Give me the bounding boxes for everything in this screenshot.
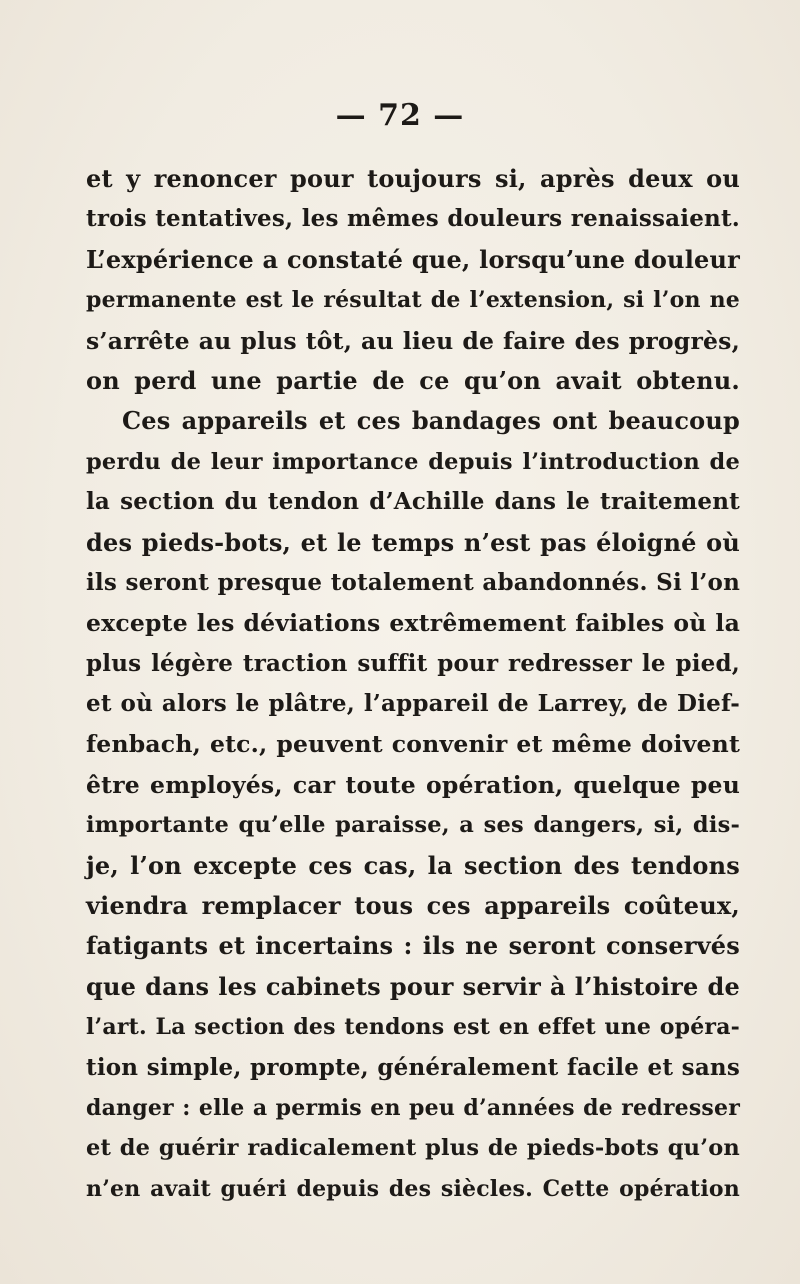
text-line: L’expérience a constaté que, lorsqu’une douleur xyxy=(86,244,740,274)
text-line: fenbach, etc., peuvent convenir et même doivent xyxy=(86,730,740,759)
text-line: importante qu’elle paraisse, a ses dangers, si, dis- xyxy=(86,812,740,839)
text-line: trois tentatives, les mêmes douleurs renaissaient. xyxy=(86,205,740,233)
text-line: être employés, car toute opération, quelque peu xyxy=(86,770,740,799)
page-number: — 72 — xyxy=(335,98,465,133)
text-line: permanente est le résultat de l’extension, si l’on ne xyxy=(86,287,740,314)
text-line: fatigants et incertains : ils ne seront conservés xyxy=(86,931,740,961)
text-line: perdu de leur importance depuis l’introduction de xyxy=(86,448,740,475)
text-line: viendra remplacer tous ces appareils coûteux, xyxy=(86,891,740,921)
text-line: et de guérir radicalement plus de pieds-bots qu’on xyxy=(86,1135,740,1162)
text-line: Ces appareils et ces bandages ont beaucoup xyxy=(122,406,740,436)
text-line: des pieds-bots, et le temps n’est pas éloigné où xyxy=(86,527,740,557)
text-line: on perd une partie de ce qu’on avait obtenu. xyxy=(86,365,740,395)
text-line: danger : elle a permis en peu d’années de redresser xyxy=(86,1094,740,1121)
text-line: n’en avait guéri depuis des siècles. Cette opération xyxy=(86,1175,740,1202)
text-line: ils seront presque totalement abandonnés. Si l’on xyxy=(86,568,740,596)
text-line: et y renoncer pour toujours si, après deux ou xyxy=(86,164,740,193)
text-line: excepte les déviations extrêmement faibles où la xyxy=(86,609,740,638)
text-line: je, l’on excepte ces cas, la section des tendons xyxy=(86,850,740,880)
text-line: la section du tendon d’Achille dans le traitement xyxy=(86,488,740,516)
text-line: et où alors le plâtre, l’appareil de Larrey, de Dief- xyxy=(86,690,740,718)
text-line: tion simple, prompte, généralement facile et sans xyxy=(86,1053,740,1081)
text-line: plus légère traction suffit pour redresser le pied, xyxy=(86,649,740,677)
body-text xyxy=(86,159,740,1209)
text-line: s’arrête au plus tôt, au lieu de faire des progrès, xyxy=(86,326,740,355)
text-line: l’art. La section des tendons est en effet une opéra- xyxy=(86,1014,740,1041)
text-line: que dans les cabinets pour servir à l’histoire de xyxy=(86,971,740,1001)
